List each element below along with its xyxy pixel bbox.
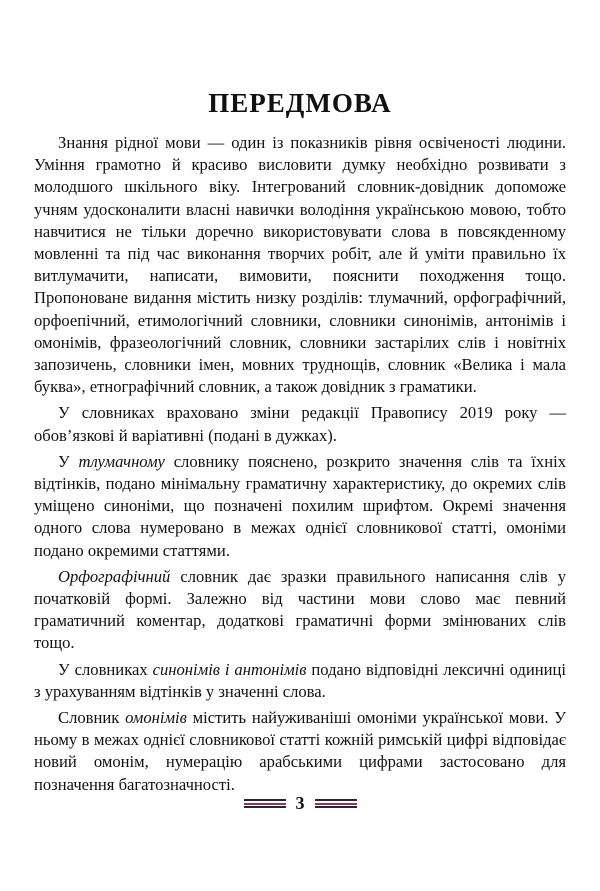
paragraph-6 <box>34 707 566 796</box>
paragraph-3-italic: тлумачному <box>78 451 165 471</box>
paragraph-6-text: Словник <box>58 708 126 728</box>
right-ornament-rule <box>315 799 357 808</box>
page-content <box>34 88 566 800</box>
paragraph-2-text: У словниках враховано зміни редакції Правопису 2019 року — обов’язкові й варіативні (подані в дужках). <box>34 403 566 445</box>
paragraph-1-text: Знання рідної мови — один із показників рівня освіченості людини. Уміння грамотно й красиво висловити думку необхідно розвивати з молодшого шкільного віку. Інтегрований словник-довідник допоможе учням удосконалити власні навички володіння українською мовою, тобто навчитися не тільки доречно використовувати слова в повсякденному мовленні та під час виконання творчих робіт, але й уміти правильно їх витлумачити, написати, вимовити, пояснити походження тощо. Пропоноване видання містить низку розділів: тлумачний, орфографічний, орфоепічний, етимологічний словники, словники синонімів, антонімів і омонімів, фразеологічний словник, словники застарілих слів і новітніх запозичень, словники імен, мовних труднощів, словник «Велика і мала буква», етнографічний словник, а також довідник з граматики. <box>34 133 566 397</box>
paragraph-4 <box>34 566 566 655</box>
page-number: 3 <box>295 793 305 813</box>
paragraph-5-text-after: подано відповідні лексичні одиниці з урахуванням відтінків у значенні слова. <box>34 659 566 701</box>
paragraph-3-text: У <box>58 451 79 471</box>
preface-body <box>34 132 566 796</box>
paragraph-4-italic: Орфографічний <box>58 566 171 586</box>
page-title: ПЕРЕДМОВА <box>208 88 392 118</box>
paragraph-4-text-after: словник дає зразки правильного написання слів у початковій формі. Залежно від частини мови слово має певний граматичний коментар, додаткові граматичні форми змінюваних слів тощо. <box>34 566 566 653</box>
paragraph-5-italic: синонімів і антонімів <box>152 659 307 679</box>
paragraph-3 <box>34 451 566 562</box>
paragraph-6-text-after: містить найуживаніші омоніми української мови. У ньому в межах однієї словникової статті кожній римській цифрі відповідає новий омонім, нумерацію арабськими цифрами застосовано для позначення багатозначності. <box>34 708 566 794</box>
paragraph-6-italic: омонімів <box>125 708 187 728</box>
paragraph-3-text-after: словнику пояснено, розкрито значення слів та їхніх відтінків, подано мінімальну граматичну характеристику, до окремих слів уміщено синоніми, що позначені похилим шрифтом. Окремі значення одного слова нумеровано в межах однієї словникової статті, омоніми подано окремими статтями. <box>34 451 566 560</box>
paragraph-5 <box>34 659 566 703</box>
paragraph-2 <box>34 402 566 446</box>
paragraph-1 <box>34 132 566 398</box>
page-footer <box>0 793 600 814</box>
left-ornament-rule <box>244 799 286 808</box>
paragraph-5-text: У словниках <box>58 659 153 679</box>
